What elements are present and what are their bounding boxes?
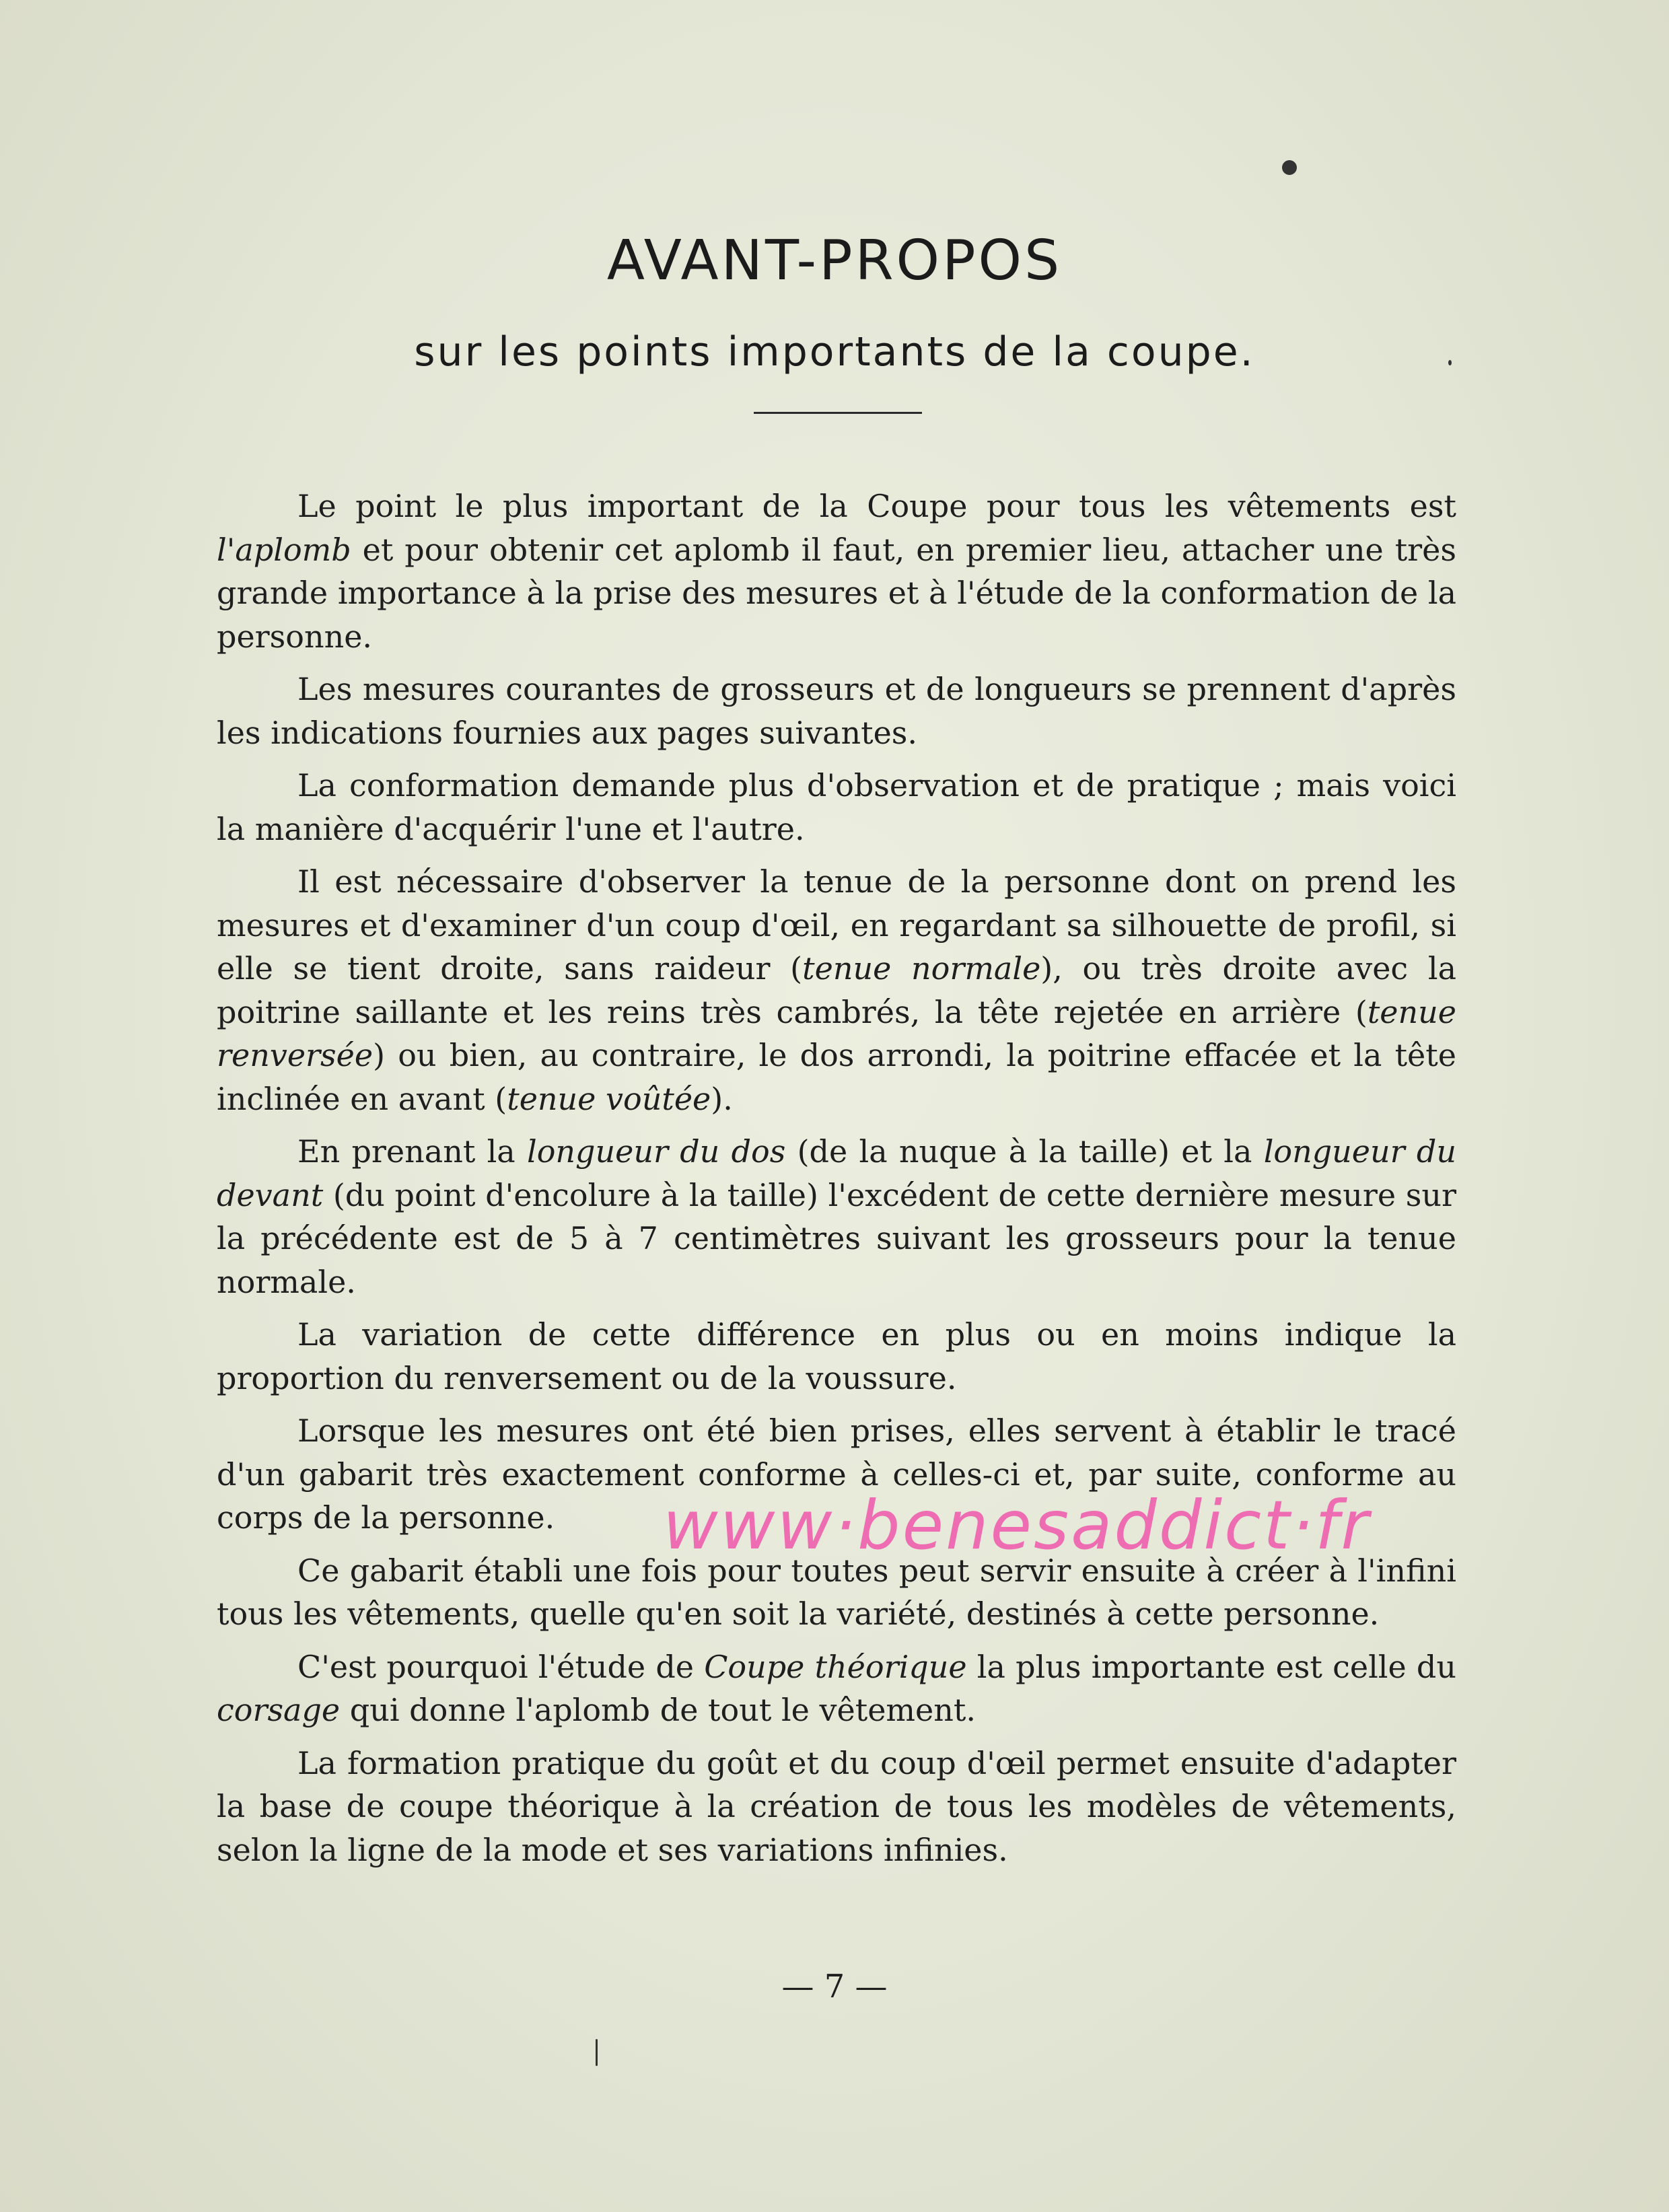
italic-phrase: tenue voûtée [507,1080,711,1117]
italic-phrase: corsage [217,1692,341,1728]
paragraph [217,860,1456,1120]
text-run: Il est nécessaire d'observer la tenue de la personne dont on prend les mesures et d'examiner d'un coup d'œil, en regardant sa silhouette de profil, si elle se tient droite, sans raideur ( [217,863,1456,987]
paragraph [217,485,1456,658]
title-divider [754,412,922,414]
text-run: ). [711,1080,733,1117]
text-run: ), ou très droite avec la poitrine saillante et les reins très cambrés, la tête rejetée en arrière ( [217,950,1456,1030]
text-run: C'est pourquoi l'étude de [297,1648,705,1685]
text-run: Lorsque les mesures ont été bien prises, elles servent à établir le tracé d'un gabarit très exactement conforme à celles-ci et, par suite, conforme au corps de la personne. [217,1413,1456,1536]
text-run: La variation de cette différence en plus ou en moins indique la proportion du renversement ou de la voussure. [217,1316,1456,1396]
text-run: et pour obtenir cet aplomb il faut, en premier lieu, attacher une très grande importance à la prise des mesures et à l'étude de la conformation de la personne. [217,531,1456,655]
text-run: (de la nuque à la taille) et la [785,1133,1264,1170]
paragraph [217,1742,1456,1872]
text-run: (du point d'encolure à la taille) l'excédent de cette dernière mesure sur la précédente est de 5 à 7 centimètres suivant les grosseurs pour la tenue normale. [217,1176,1456,1300]
paragraph [217,1313,1456,1400]
text-run: Ce gabarit établi une fois pour toutes peut servir ensuite à créer à l'infini tous les vêtements, quelle qu'en soit la variété, destinés à cette personne. [217,1552,1456,1632]
italic-phrase: longueur du devant [217,1133,1456,1213]
italic-phrase: tenue renversée [217,993,1456,1073]
text-run: Les mesures courantes de grosseurs et de longueurs se prennent d'après les indications fournies aux pages suivantes. [217,671,1456,751]
paragraph [217,764,1456,851]
watermark-text: www·benesaddict·fr [663,1486,1371,1565]
ink-speck [1282,160,1297,175]
text-run: ) ou bien, au contraire, le dos arrondi, la poitrine effacée et la tête inclinée en avant ( [217,1037,1456,1117]
text-run: Le point le plus important de la Coupe pour tous les vêtements est [297,488,1456,524]
ink-speck [1448,360,1452,365]
paragraph [217,1645,1456,1732]
paragraph [217,1130,1456,1304]
text-run: En prenant la [297,1133,527,1170]
text-run: La conformation demande plus d'observation et de pratique ; mais voici la manière d'acquérir l'une et l'autre. [217,767,1456,847]
italic-phrase: l'aplomb [217,531,351,568]
page-subtitle: sur les points importants de la coupe. [414,328,1255,376]
page-title: AVANT-PROPOS [606,229,1063,293]
italic-phrase: Coupe théorique [704,1648,967,1685]
ink-speck [596,2039,598,2066]
text-run: qui donne l'aplomb de tout le vêtement. [340,1692,976,1728]
page-number: — 7 — [781,1968,888,2005]
text-run: La formation pratique du goût et du coup d'œil permet ensuite d'adapter la base de coupe théorique à la création de tous les modèles de vêtements, selon la ligne de la mode et ses variations infinies. [217,1744,1456,1868]
italic-phrase: tenue normale [802,950,1041,987]
text-run: la plus importante est celle du [966,1648,1456,1685]
body-text [217,485,1456,1881]
italic-phrase: longueur du dos [527,1133,786,1170]
paragraph [217,668,1456,754]
